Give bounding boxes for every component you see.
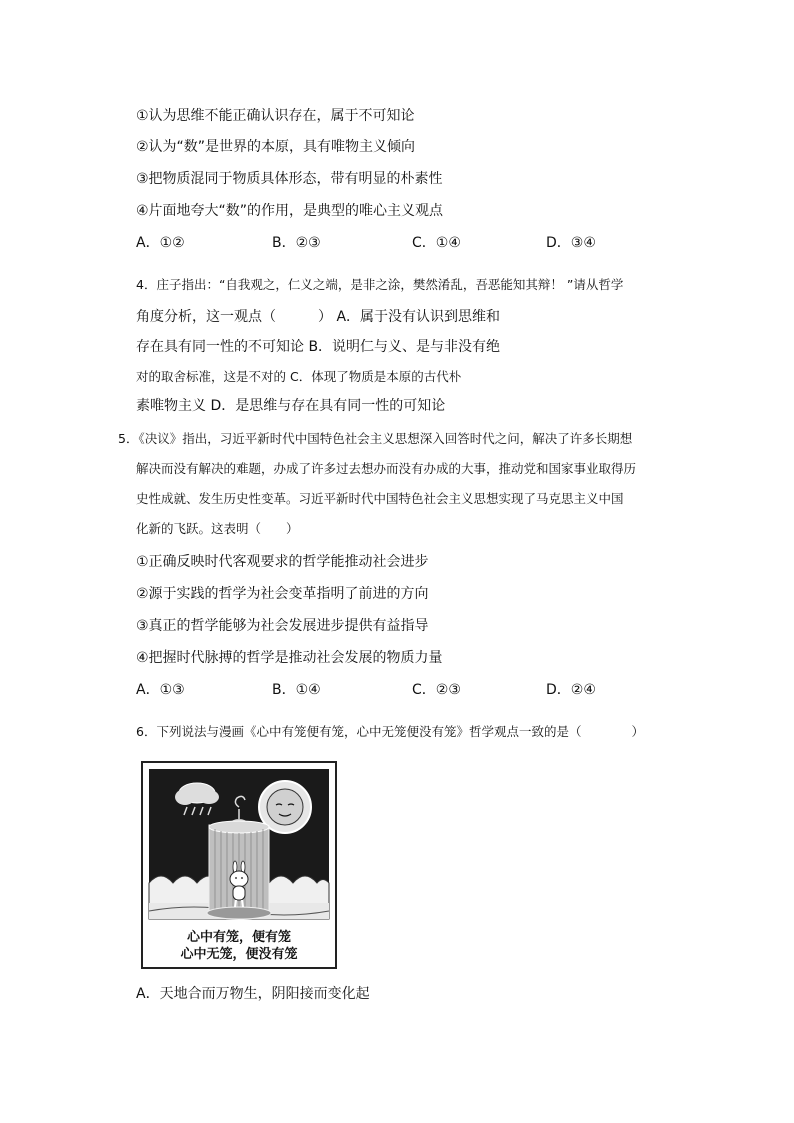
- q3-item-4: ④片面地夸大“数”的作用，是典型的唯心主义观点: [136, 203, 444, 219]
- q3-item-1: ①认为思维不能正确认识存在，属于不可知论: [136, 108, 415, 124]
- q4-line-4: 对的取舍标准，这是不对的 C．体现了物质是本原的古代朴: [136, 369, 462, 384]
- q5-item-1: ①正确反映时代客观要求的哲学能推动社会进步: [136, 554, 429, 570]
- q5-item-3: ③真正的哲学能够为社会发展进步提供有益指导: [136, 618, 429, 634]
- q4-line-2: 角度分析，这一观点（ ） A．属于没有认识到思维和: [136, 309, 501, 325]
- q5-option-b: B．①④: [272, 682, 321, 698]
- cartoon-caption-2: 心中无笼，便没有笼: [180, 947, 298, 962]
- q5-item-4: ④把握时代脉搏的哲学是推动社会发展的物质力量: [136, 650, 443, 666]
- cartoon-image: [141, 761, 337, 969]
- q4-line-1: 4．庄子指出：“自我观之，仁义之端，是非之涂，樊然淆乱，吾恶能知其辩！ ”请从哲学: [136, 277, 624, 292]
- q3-item-2: ②认为“数”是世界的本原，具有唯物主义倾向: [136, 139, 416, 155]
- q6-stem: 6．下列说法与漫画《心中有笼便有笼，心中无笼便没有笼》哲学观点一致的是（ ）: [136, 724, 644, 739]
- q5-line-3: 史性成就、发生历史性变革。习近平新时代中国特色社会主义思想实现了马克思主义中国: [136, 491, 624, 506]
- q4-line-5: 素唯物主义 D．是思维与存在具有同一性的可知论: [136, 398, 446, 414]
- q5-line-1: 5．《决议》指出，习近平新时代中国特色社会主义思想深入回答时代之问，解决了许多长期想: [118, 431, 633, 446]
- q5-option-d: D．②④: [546, 682, 596, 698]
- q5-line-2: 解决而没有解决的难题，办成了许多过去想办而没有办成的大事，推动党和国家事业取得历: [136, 461, 637, 476]
- q3-item-3: ③把物质混同于物质具体形态，带有明显的朴素性: [136, 171, 443, 187]
- q5-line-4: 化新的飞跃。这表明（ ）: [136, 521, 299, 536]
- cartoon-caption-1: 心中有笼，便有笼: [186, 930, 291, 945]
- q3-option-c: C．①④: [412, 235, 461, 251]
- q6-option-a: A．天地合而万物生，阴阳接而变化起: [136, 986, 370, 1002]
- q5-option-c: C．②③: [412, 682, 461, 698]
- q3-option-d: D．③④: [546, 235, 596, 251]
- q5-item-2: ②源于实践的哲学为社会变革指明了前进的方向: [136, 586, 429, 602]
- q4-line-3: 存在具有同一性的不可知论 B．说明仁与义、是与非没有绝: [136, 339, 501, 355]
- q3-option-a: A．①②: [136, 235, 185, 251]
- q3-option-b: B．②③: [272, 235, 321, 251]
- q5-option-a: A．①③: [136, 682, 185, 698]
